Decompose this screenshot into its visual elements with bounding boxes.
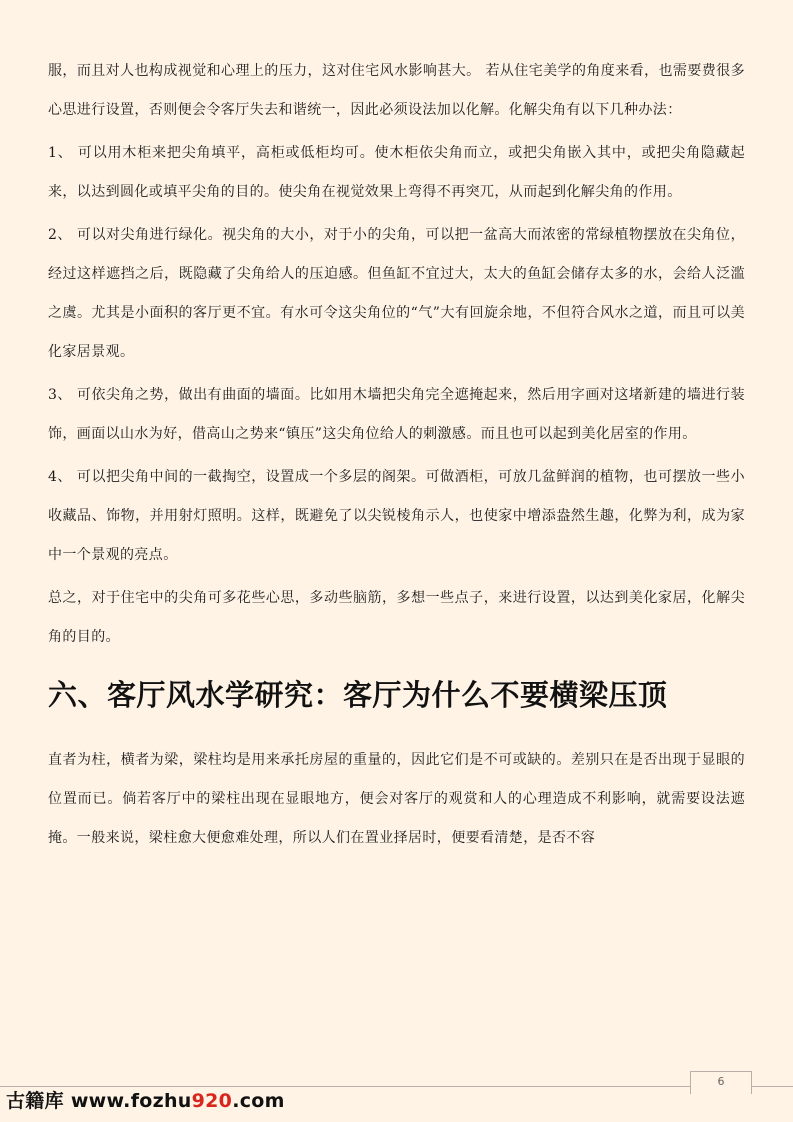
page-content (48, 52, 745, 862)
section-heading: 六、客厅风水学研究：客厅为什么不要横梁压顶 (48, 678, 668, 712)
page-number: 6 (690, 1071, 752, 1094)
paragraph-method-3: 3、 可依尖角之势，做出有曲面的墙面。比如用木墙把尖角完全遮掩起来，然后用字画对这堵新建的墙进行装饰，画面以山水为好，借高山之势来“镇压”这尖角位给人的刺激感。而且也可以起到美化居室的作用。 (48, 387, 745, 442)
paragraph-intro: 服，而且对人也构成视觉和心理上的压力，这对住宅风水影响甚大。 若从住宅美学的角度来看，也需要费很多心思进行设置，否则便会令客厅失去和谐统一，因此必须设法加以化解。化解尖角有以下几种办法： (48, 63, 745, 118)
paragraph-method-4: 4、 可以把尖角中间的一截掏空，设置成一个多层的阁架。可做酒柜，可放几盆鲜润的植物，也可摆放一些小收藏品、饰物，并用射灯照明。这样，既避免了以尖锐棱角示人，也使家中增添盎然生趣，化弊为利，成为家中一个景观的亮点。 (48, 469, 745, 563)
watermark-logo (6, 1086, 285, 1116)
paragraph-method-2: 2、 可以对尖角进行绿化。视尖角的大小，对于小的尖角，可以把一盆高大而浓密的常绿植物摆放在尖角位，经过这样遮挡之后，既隐藏了尖角给人的压迫感。但鱼缸不宜过大，太大的鱼缸会储存太多的水，会给人泛滥之虞。尤其是小面积的客厅更不宜。有水可令这尖角位的“气”大有回旋余地，不但符合风水之道，而且可以美化家居景观。 (48, 227, 745, 360)
paragraph-beams: 直者为柱，横者为梁，梁柱均是用来承托房屋的重量的，因此它们是不可或缺的。差别只在是否出现于显眼的位置而已。倘若客厅中的梁柱出现在显眼地方，便会对客厅的观赏和人的心理造成不利影响，就需要设法遮掩。一般来说，梁柱愈大便愈难处理，所以人们在置业择居时，便要看清楚，是否不容 (48, 752, 745, 846)
watermark-url-prefix: www.fozhu (70, 1090, 192, 1112)
paragraph-summary: 总之，对于住宅中的尖角可多花些心思，多动些脑筋，多想一些点子，来进行设置，以达到美化家居，化解尖角的目的。 (48, 590, 745, 645)
paragraph-method-1: 1、 可以用木柜来把尖角填平，高柜或低柜均可。使木柜依尖角而立，或把尖角嵌入其中，或把尖角隐藏起来，以达到圆化或填平尖角的目的。使尖角在视觉效果上弯得不再突兀，从而起到化解尖角的作用。 (48, 145, 745, 200)
watermark-url-suffix: .com (232, 1090, 285, 1112)
watermark-site-name: 古籍库 (6, 1090, 64, 1112)
watermark-url-number: 920 (191, 1090, 233, 1112)
